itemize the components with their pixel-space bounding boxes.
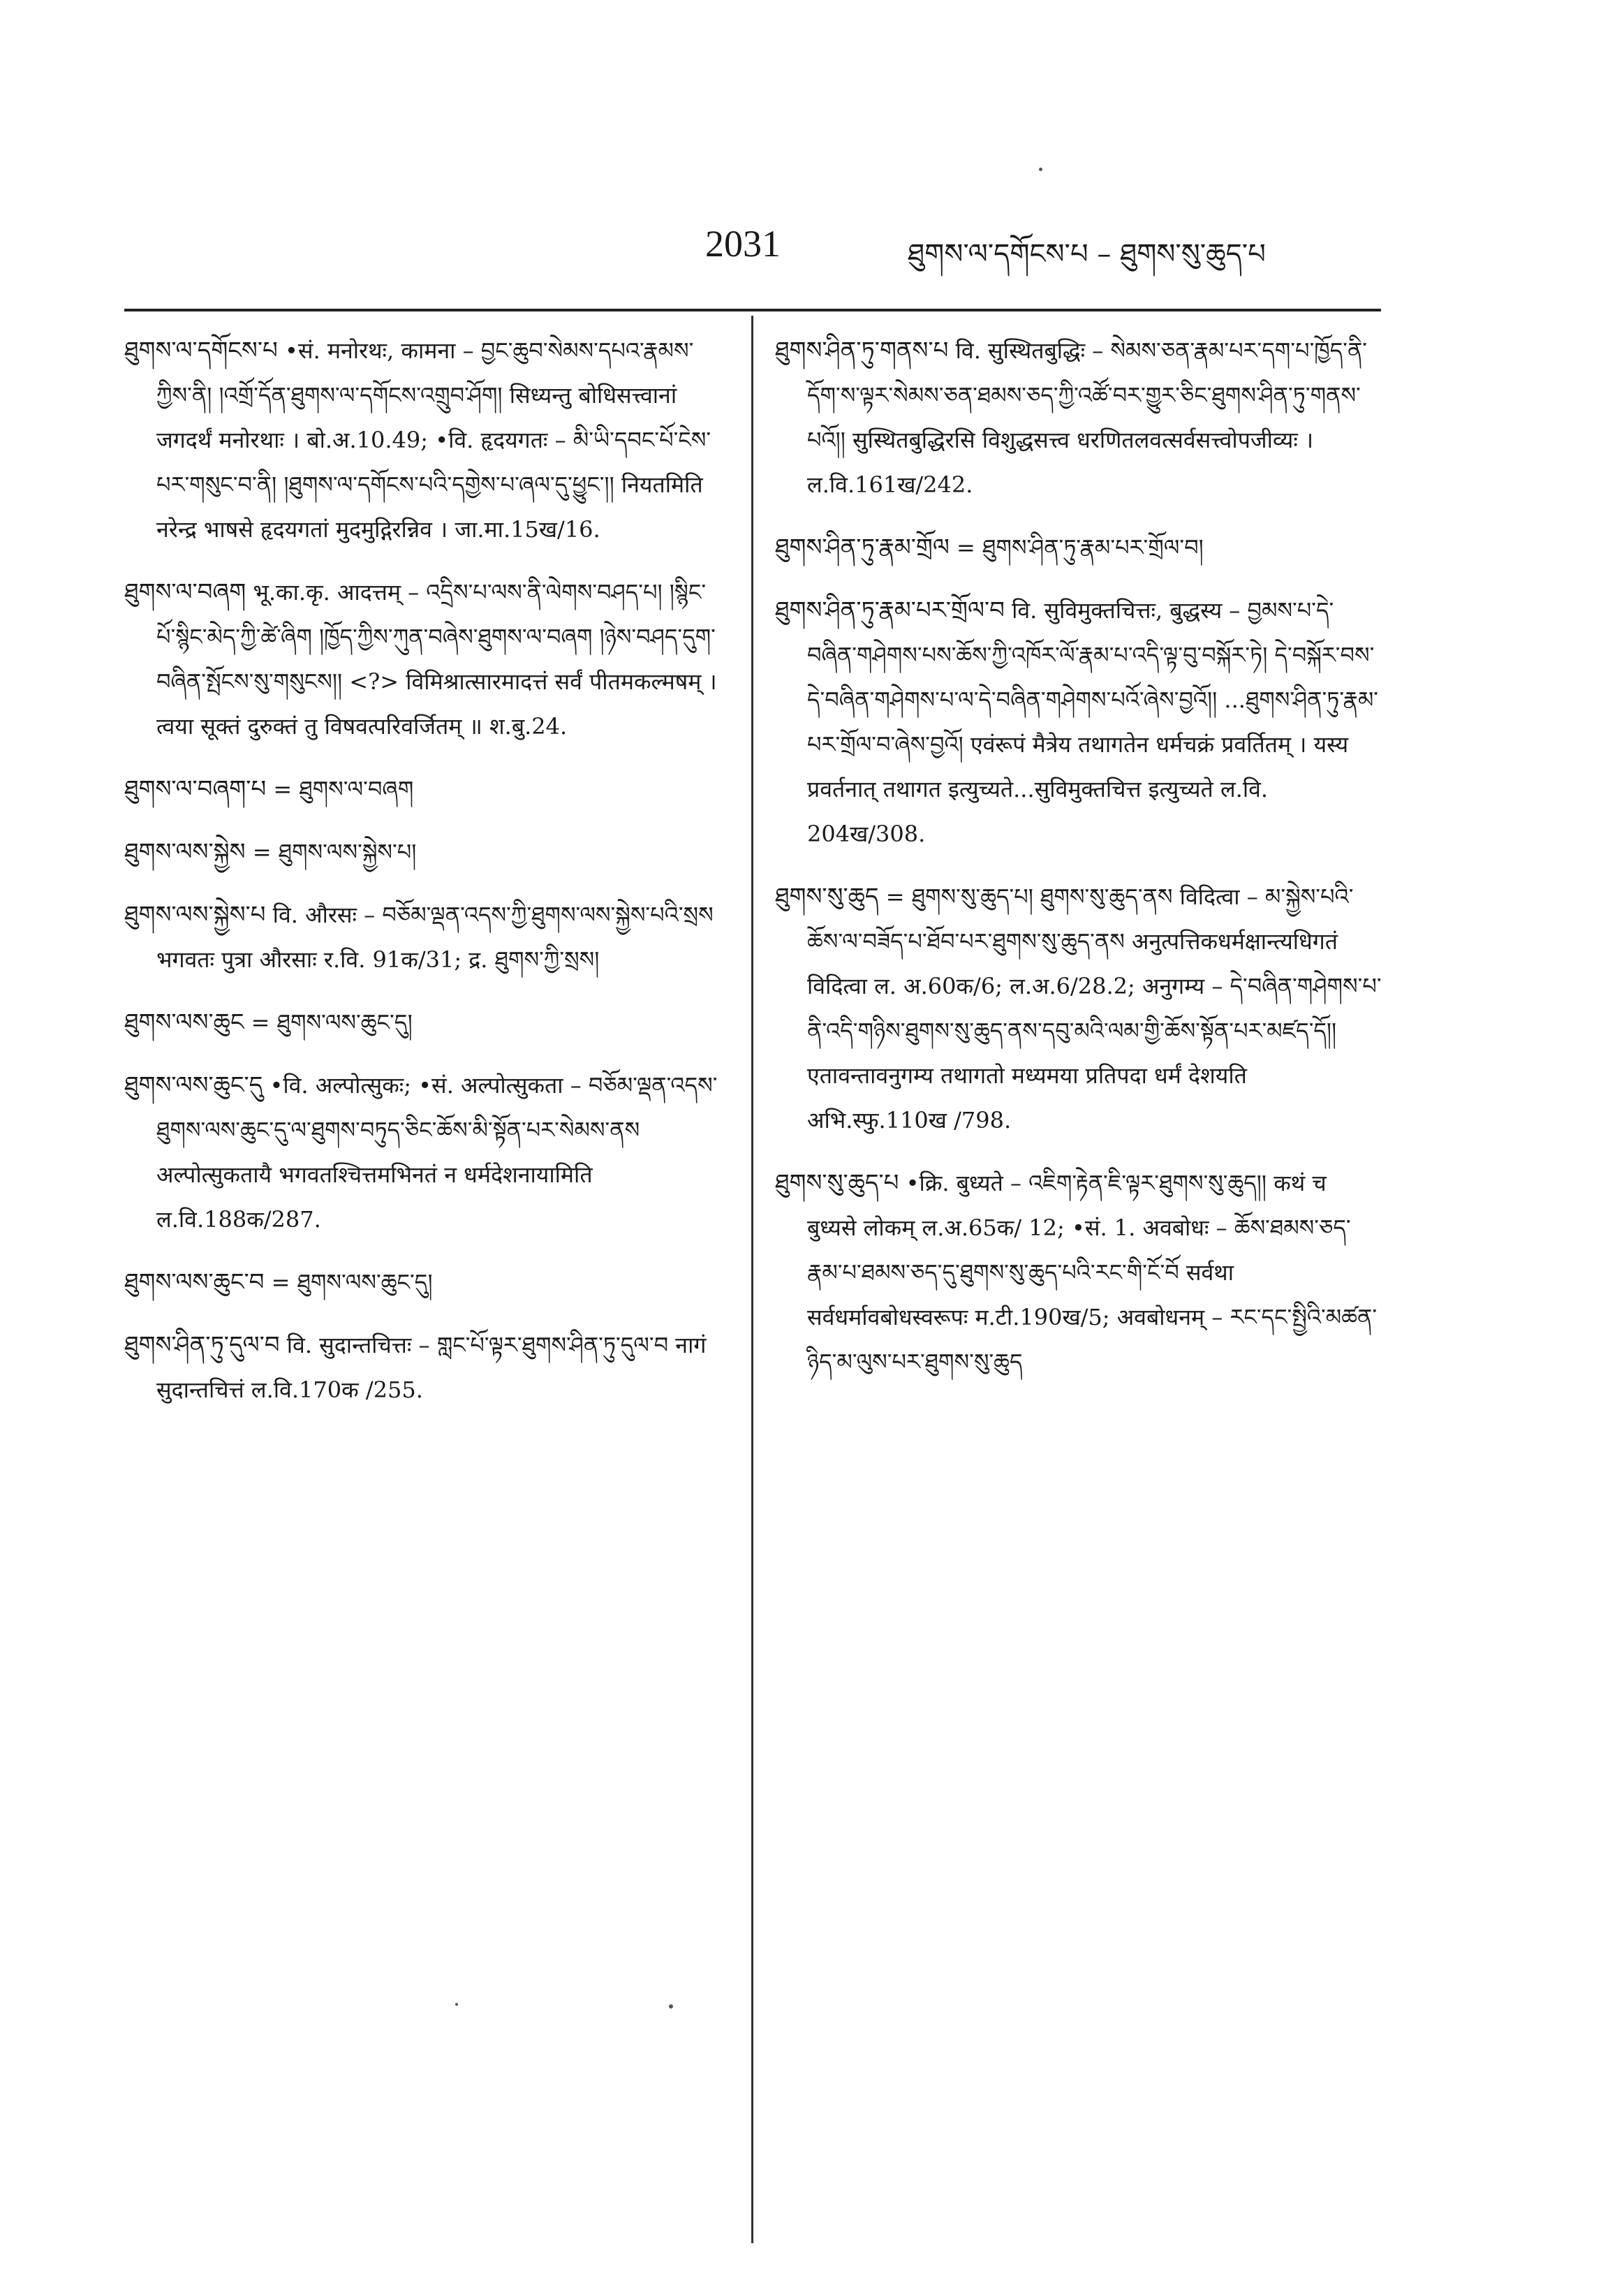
entry-body: = ཐུགས་ལས་ཆུང་དུ། <box>251 1009 413 1036</box>
entry-body: = ཐུགས་ལས་སྐྱེས་པ། <box>252 839 417 865</box>
entry-headword: ཐུགས་ལ་བཞག་པ <box>124 775 267 803</box>
entry-headword: ཐུགས་ཤིན་ཏུ་རྣམ་གྲོལ <box>775 534 950 562</box>
entry-headword: ཐུགས་ལ་བཞག <box>124 578 246 606</box>
entry-body: = ཐུགས་སུ་ཆུད་པ། ཐུགས་སུ་ཆུད་ནས विदित्वा – མ་སྐྱེས་པའི་ཆོས་ལ་བཟོད་པ་ཐོབ་པར་ཐུགས་སུ་ཆུད་ནས अनुत्पत्तिकधर्मक्षान्त्यधिगतं विदित्वा ल. अ.60क/6; ल.अ.6/28.2; अनुगम्य – དེ་བཞིན་གཤེགས་པ་ནི་འདི་གཉིས་ཐུགས་སུ་ཆུད་ནས་དབུ་མའི་ལམ་གྱི་ཆོས་སྟོན་པར་མཛད་དོ།། एतावन्तावनुगम्य तथागतो मध्यमया प्रतिपदा धर्मं देशयति अभि.स्फु.110ख /798. <box>807 883 1382 1133</box>
dictionary-entry <box>124 328 725 552</box>
entry-body: = ཐུགས་ཤིན་ཏུ་རྣམ་པར་གྲོལ་བ། <box>957 534 1204 561</box>
dictionary-entry <box>775 328 1382 507</box>
entry-headword: ཐུགས་ལས་ཆུང་བ <box>124 1268 265 1296</box>
dictionary-entry <box>775 874 1382 1143</box>
entry-body: = ཐུགས་ལས་ཆུང་དུ། <box>271 1269 433 1296</box>
entry-headword: ཐུགས་ཤིན་ཏུ་རྣམ་པར་གྲོལ་བ <box>775 596 1005 624</box>
entry-headword: ཐུགས་ཤིན་ཏུ་གནས་པ <box>775 337 949 365</box>
entry-body: वि. सुस्थितबुद्धिः – སེམས་ཅན་རྣམ་པར་དག་པ་ཁྱོད་ནི་དོག་ས་ལྟར་སེམས་ཅན་ཐམས་ཅད་ཀྱི་འཚོ་བར་གྱུར་ཅིང་ཐུགས་ཤིན་ཏུ་གནས་པའོ།། सुस्थितबुद्धिरसि विशुद्धसत्त्व धरणितलवत्सर्वसत्त्वोपजीव्यः । ल.वि.161ख/242. <box>807 337 1368 498</box>
dictionary-entry <box>124 830 725 874</box>
dictionary-entry <box>124 1260 725 1305</box>
entry-body: •क्रि. बुध्यते – འཇིག་རྟེན་ཇི་ལྟར་ཐུགས་སུ་ཆུད།། कथं च बुध्यसे लोकम् ल.अ.65क/ 12; •सं. 1. अवबोधः – ཆོས་ཐམས་ཅད་རྣམ་པ་ཐམས་ཅད་དུ་ཐུགས་སུ་ཆུད་པའི་རང་གི་ངོ་བོ सर्वथा सर्वधर्मावबोधस्वरूपः म.टी.190ख/5; अवबोधनम् – རང་དང་སྤྱིའི་མཚན་ཉིད་མ་ལུས་པར་ཐུགས་སུ་ཆུད <box>807 1170 1378 1375</box>
left-column <box>124 328 725 2277</box>
entry-headword: ཐུགས་ཤིན་ཏུ་དུལ་བ <box>124 1331 280 1359</box>
column-divider <box>751 316 753 2243</box>
dictionary-entry <box>124 570 725 749</box>
entry-body: = ཐུགས་ལ་བཞག <box>273 776 414 802</box>
entry-headword: ཐུགས་ལས་ཆུང <box>124 1008 244 1036</box>
dictionary-entry <box>775 525 1382 570</box>
entry-headword: ཐུགས་སུ་ཆུད <box>775 883 879 911</box>
entry-headword: ཐུགས་སུ་ཆུད་པ <box>775 1169 899 1197</box>
scan-speck <box>455 2003 458 2006</box>
dictionary-entry <box>124 893 725 982</box>
entry-headword: ཐུགས་ལས་ཆུང་དུ <box>124 1071 263 1099</box>
entry-body: भू.का.कृ. आदत्तम् – འདྲིས་པ་ལས་ནི་ལེགས་བཤད་པ། །སྙིང་པོ་སྙིང་མེད་ཀྱི་ཚེ་ཞིག །ཁྱོད་ཀྱིས་ཀུན་བཞེས་ཐུགས་ལ་བཞག །ཉེས་བཤད་དུག་བཞིན་སྤོངས་སུ་གསུངས།། <?> विमिश्रात्सारमादत्तं सर्वं पीतमकल्मषम् । त्वया सूक्तं दुरुक्तं तु विषवत्परिवर्जितम् ॥ श.बु.24. <box>156 579 717 740</box>
scan-speck <box>669 2004 673 2009</box>
dictionary-entry <box>775 1161 1382 1384</box>
dictionary-entry <box>124 1063 725 1242</box>
entry-body: वि. औरसः – བཅོམ་ལྡན་འདས་ཀྱི་ཐུགས་ལས་སྐྱེས་པའི་སྲས भगवतः पुत्रा औरसाः र.वि. 91क/31; द्र. ཐུགས་ཀྱི་སྲས། <box>156 902 714 973</box>
entry-body: •वि. अल्पोत्सुकः; •सं. अल्पोत्सुकता – བཅོམ་ལྡན་འདས་ཐུགས་ལས་ཆུང་དུ་ལ་ཐུགས་བཏུད་ཅིང་ཆོས་མི་སྟོན་པར་སེམས་ནས अल्पोत्सुकतायै भगवतश्चित्तमभिनतं न धर्मदेशनायामिति ल.वि.188क/287. <box>156 1072 718 1233</box>
dictionary-entry <box>124 1323 725 1412</box>
dictionary-entry <box>124 1000 725 1045</box>
entry-headword: ཐུགས་ལས་སྐྱེས <box>124 838 246 866</box>
header-rule <box>124 309 1381 311</box>
right-column <box>775 328 1382 2277</box>
entry-headword: ཐུགས་ལས་སྐྱེས་པ <box>124 901 266 929</box>
dictionary-entry <box>124 767 725 812</box>
entry-body: वि. सुविमुक्तचित्तः, बुद्धस्य – བྱམས་པ་དེ་བཞིན་གཤེགས་པས་ཆོས་ཀྱི་འཁོར་ལོ་རྣམ་པ་འདི་ལྟ་བུ་བསྐོར་ཏེ། དེ་བསྐོར་བས་དེ་བཞིན་གཤེགས་པ་ལ་དེ་བཞིན་གཤེགས་པའོ་ཞེས་བྱའོ།། ...ཐུགས་ཤིན་ཏུ་རྣམ་པར་གྲོལ་བ་ཞེས་བྱའོ། एवंरूपं मैत्रेय तथागतेन धर्मचक्रं प्रवर्तितम् । यस्य प्रवर्तनात् तथागत इत्युच्यते...सुविमुक्तचित्त इत्युच्यते ल.वि. 204ख/308. <box>807 597 1379 847</box>
entry-headword: ཐུགས་ལ་དགོངས་པ <box>124 337 278 365</box>
dictionary-entry <box>775 588 1382 856</box>
page-number: 2031 <box>705 223 781 265</box>
running-head: ཐུགས་ལ་དགོངས་པ – ཐུགས་སུ་ཆུད་པ <box>908 238 1266 270</box>
entry-body: वि. सुदान्तचित्तः – གླང་པོ་ལྟར་ཐུགས་ཤིན་ཏུ་དུལ་བ नागं सुदान्तचित्तं ल.वि.170क /255. <box>156 1332 707 1403</box>
scan-speck <box>1039 168 1042 171</box>
entry-body: •सं. मनोरथः, कामना – བྱང་ཆུབ་སེམས་དཔའ་རྣམས་ཀྱིས་ནི། །འགྲོ་དོན་ཐུགས་ལ་དགོངས་འགྲུབ་ཤོག། सिध्यन्तु बोधिसत्त्वानां जगदर्थं मनोरथाः । बो.अ.10.49; •वि. हृदयगतः – མི་ཡི་དབང་པོ་ངེས་པར་གསུང་བ་ནི། །ཐུགས་ལ་དགོངས་པའི་དགྱེས་པ་ཞལ་དུ་ཕྱུང་།། नियतमिति नरेन्द्र भाषसे हृदयगतां मुदमुद्गिरन्निव । जा.मा.15ख/16. <box>156 337 711 543</box>
